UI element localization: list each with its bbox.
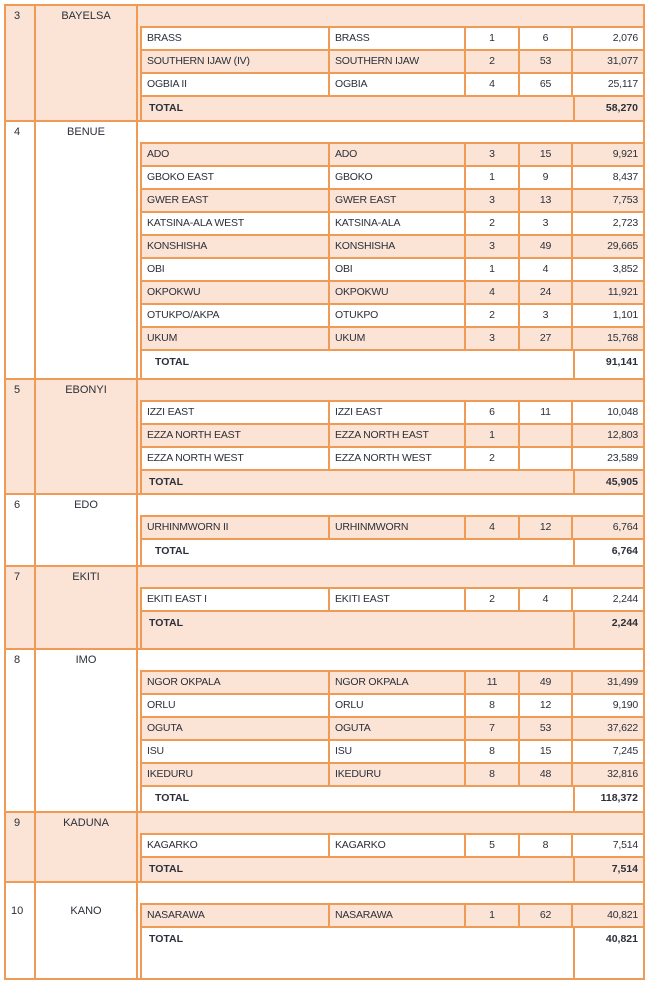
population-cell: 10,048 xyxy=(571,402,643,423)
state-name: KADUNA xyxy=(36,813,138,881)
lga-cell: KONSHISHA xyxy=(147,240,208,252)
total-row xyxy=(142,785,643,811)
total-row xyxy=(142,610,643,648)
header-strip xyxy=(138,883,643,903)
count-b-cell: 4 xyxy=(518,259,571,280)
lga-cell: KAGARKO xyxy=(147,839,198,851)
total-value: 118,372 xyxy=(573,787,643,811)
state-lga-list xyxy=(138,813,643,881)
state-number: 8 xyxy=(6,650,36,811)
population-cell: 6,764 xyxy=(571,517,643,538)
table-row xyxy=(142,515,643,538)
count-a-cell: 3 xyxy=(464,190,518,211)
table-row xyxy=(142,693,643,716)
count-b-cell: 53 xyxy=(518,718,571,739)
state-number: 6 xyxy=(6,495,36,565)
state-lga-list xyxy=(138,6,643,120)
lga-rows xyxy=(140,142,643,378)
count-a-cell: 2 xyxy=(464,51,518,72)
total-label: TOTAL xyxy=(149,102,184,114)
population-cell: 40,821 xyxy=(571,905,643,926)
table-row xyxy=(142,211,643,234)
lga-cell: NGOR OKPALA xyxy=(147,676,221,688)
count-b-cell xyxy=(518,448,571,469)
lga-cell: OKPOKWU xyxy=(147,286,201,298)
count-b-cell: 24 xyxy=(518,282,571,303)
state-number: 5 xyxy=(6,380,36,493)
lga-cell: EZZA NORTH EAST xyxy=(147,429,241,441)
state-number: 3 xyxy=(6,6,36,120)
state-block xyxy=(4,122,645,380)
state-block xyxy=(4,567,645,650)
total-label: TOTAL xyxy=(149,863,184,875)
population-cell: 2,244 xyxy=(571,589,643,610)
ward-cell: GBOKO xyxy=(328,167,464,188)
ward-cell: OTUKPO xyxy=(328,305,464,326)
count-b-cell: 3 xyxy=(518,305,571,326)
state-number: 9 xyxy=(6,813,36,881)
lga-cell: SOUTHERN IJAW (IV) xyxy=(147,55,250,67)
state-lga-list xyxy=(138,495,643,565)
ward-cell: BRASS xyxy=(328,28,464,49)
ward-cell: ISU xyxy=(328,741,464,762)
count-a-cell: 4 xyxy=(464,282,518,303)
header-strip xyxy=(138,813,643,833)
state-lga-list xyxy=(138,883,643,978)
table-row xyxy=(142,587,643,610)
table-row xyxy=(142,446,643,469)
lga-cell: KATSINA-ALA WEST xyxy=(147,217,244,229)
lga-rows xyxy=(140,587,643,648)
population-cell: 12,803 xyxy=(571,425,643,446)
count-a-cell: 3 xyxy=(464,236,518,257)
count-a-cell: 1 xyxy=(464,905,518,926)
total-value: 40,821 xyxy=(573,928,643,978)
state-name: BAYELSA xyxy=(36,6,138,120)
total-row xyxy=(142,95,643,122)
state-name: EBONYI xyxy=(36,380,138,493)
count-a-cell: 1 xyxy=(464,425,518,446)
total-value: 2,244 xyxy=(573,612,643,648)
count-b-cell: 27 xyxy=(518,328,571,349)
ward-cell: EKITI EAST xyxy=(328,589,464,610)
state-lga-list xyxy=(138,122,643,378)
state-lga-list xyxy=(138,650,643,811)
table-row xyxy=(142,400,643,423)
population-cell: 8,437 xyxy=(571,167,643,188)
lga-cell: OGBIA II xyxy=(147,78,187,90)
lga-cell: IKEDURU xyxy=(147,768,193,780)
population-cell: 31,499 xyxy=(571,672,643,693)
lga-cell: GBOKO EAST xyxy=(147,171,214,183)
state-name: KANO xyxy=(36,883,138,978)
count-b-cell: 15 xyxy=(518,741,571,762)
state-name: IMO xyxy=(36,650,138,811)
ward-cell: IKEDURU xyxy=(328,764,464,785)
state-block xyxy=(4,380,645,495)
population-cell: 23,589 xyxy=(571,448,643,469)
state-number: 10 xyxy=(6,883,36,978)
lga-rows xyxy=(140,670,643,811)
count-a-cell: 8 xyxy=(464,741,518,762)
population-cell: 2,076 xyxy=(571,28,643,49)
lga-cell: UKUM xyxy=(147,332,178,344)
table-row xyxy=(142,234,643,257)
ward-cell: ADO xyxy=(328,144,464,165)
header-strip xyxy=(138,495,643,515)
count-a-cell: 2 xyxy=(464,589,518,610)
state-name: EKITI xyxy=(36,567,138,648)
state-name: EDO xyxy=(36,495,138,565)
total-label: TOTAL xyxy=(155,792,190,804)
lga-cell: NASARAWA xyxy=(147,909,205,921)
table-row xyxy=(142,165,643,188)
count-a-cell: 7 xyxy=(464,718,518,739)
table-row xyxy=(142,716,643,739)
table-row xyxy=(142,903,643,926)
ward-cell: NGOR OKPALA xyxy=(328,672,464,693)
ward-cell: GWER EAST xyxy=(328,190,464,211)
count-a-cell: 4 xyxy=(464,74,518,95)
population-cell: 3,852 xyxy=(571,259,643,280)
population-cell: 7,753 xyxy=(571,190,643,211)
population-cell: 11,921 xyxy=(571,282,643,303)
lga-cell: GWER EAST xyxy=(147,194,209,206)
lga-cell: ORLU xyxy=(147,699,176,711)
count-a-cell: 2 xyxy=(464,305,518,326)
count-b-cell: 49 xyxy=(518,236,571,257)
state-block xyxy=(4,883,645,980)
population-cell: 25,117 xyxy=(571,74,643,95)
lga-cell: ISU xyxy=(147,745,164,757)
ward-cell: ORLU xyxy=(328,695,464,716)
header-strip xyxy=(138,6,643,26)
lga-rows xyxy=(140,400,643,493)
table-row xyxy=(142,762,643,785)
table-row xyxy=(142,188,643,211)
total-row xyxy=(142,469,643,493)
count-b-cell: 9 xyxy=(518,167,571,188)
count-a-cell: 3 xyxy=(464,144,518,165)
lga-cell: OGUTA xyxy=(147,722,183,734)
count-b-cell: 13 xyxy=(518,190,571,211)
ward-cell: UKUM xyxy=(328,328,464,349)
ward-cell: IZZI EAST xyxy=(328,402,464,423)
state-lga-list xyxy=(138,567,643,648)
count-a-cell: 3 xyxy=(464,328,518,349)
count-b-cell: 3 xyxy=(518,213,571,234)
state-name: BENUE xyxy=(36,122,138,378)
table-row xyxy=(142,257,643,280)
table-row xyxy=(142,49,643,72)
count-b-cell: 11 xyxy=(518,402,571,423)
ward-cell: KATSINA-ALA xyxy=(328,213,464,234)
lga-rows xyxy=(140,903,643,978)
ward-cell: OGUTA xyxy=(328,718,464,739)
lga-rows xyxy=(140,515,643,565)
population-cell: 7,514 xyxy=(571,835,643,856)
table-row xyxy=(142,280,643,303)
lga-cell: URHINMWORN II xyxy=(147,521,229,533)
ward-cell: SOUTHERN IJAW xyxy=(328,51,464,72)
table-row xyxy=(142,26,643,49)
total-label: TOTAL xyxy=(149,476,184,488)
count-a-cell: 8 xyxy=(464,764,518,785)
state-block xyxy=(4,495,645,567)
total-row xyxy=(142,926,643,978)
lga-cell: OBI xyxy=(147,263,165,275)
count-a-cell: 2 xyxy=(464,448,518,469)
count-a-cell: 1 xyxy=(464,259,518,280)
total-row xyxy=(142,856,643,881)
ward-cell: KONSHISHA xyxy=(328,236,464,257)
table-row xyxy=(142,833,643,856)
count-b-cell: 6 xyxy=(518,28,571,49)
population-cell: 31,077 xyxy=(571,51,643,72)
count-b-cell: 65 xyxy=(518,74,571,95)
header-strip xyxy=(138,567,643,587)
count-a-cell: 11 xyxy=(464,672,518,693)
count-b-cell: 53 xyxy=(518,51,571,72)
count-b-cell: 48 xyxy=(518,764,571,785)
population-cell: 9,921 xyxy=(571,144,643,165)
lga-cell: EKITI EAST I xyxy=(147,593,207,605)
ward-cell: OBI xyxy=(328,259,464,280)
table-row xyxy=(142,423,643,446)
count-a-cell: 2 xyxy=(464,213,518,234)
population-cell: 2,723 xyxy=(571,213,643,234)
lga-rows xyxy=(140,26,643,122)
population-cell: 37,622 xyxy=(571,718,643,739)
ward-cell: KAGARKO xyxy=(328,835,464,856)
total-label: TOTAL xyxy=(155,545,190,557)
table-row xyxy=(142,739,643,762)
count-b-cell: 62 xyxy=(518,905,571,926)
total-value: 45,905 xyxy=(573,471,643,493)
table-row xyxy=(142,303,643,326)
total-value: 91,141 xyxy=(573,351,643,378)
total-value: 7,514 xyxy=(573,858,643,881)
count-a-cell: 6 xyxy=(464,402,518,423)
state-number: 4 xyxy=(6,122,36,378)
lga-cell: IZZI EAST xyxy=(147,406,195,418)
ward-cell: NASARAWA xyxy=(328,905,464,926)
ward-cell: EZZA NORTH WEST xyxy=(328,448,464,469)
count-a-cell: 1 xyxy=(464,28,518,49)
count-b-cell: 4 xyxy=(518,589,571,610)
total-label: TOTAL xyxy=(149,617,184,629)
population-cell: 32,816 xyxy=(571,764,643,785)
count-b-cell: 12 xyxy=(518,695,571,716)
count-b-cell: 8 xyxy=(518,835,571,856)
population-cell: 1,101 xyxy=(571,305,643,326)
table-row xyxy=(142,72,643,95)
count-b-cell: 49 xyxy=(518,672,571,693)
population-cell: 9,190 xyxy=(571,695,643,716)
population-cell: 7,245 xyxy=(571,741,643,762)
ward-cell: OKPOKWU xyxy=(328,282,464,303)
state-number: 7 xyxy=(6,567,36,648)
state-block xyxy=(4,813,645,883)
lga-cell: ADO xyxy=(147,148,170,160)
header-strip xyxy=(138,650,643,670)
state-lga-list xyxy=(138,380,643,493)
table-row xyxy=(142,326,643,349)
population-cell: 29,665 xyxy=(571,236,643,257)
count-a-cell: 4 xyxy=(464,517,518,538)
lga-rows xyxy=(140,833,643,881)
state-lga-table xyxy=(4,4,645,980)
header-strip xyxy=(138,380,643,400)
total-label: TOTAL xyxy=(149,933,184,945)
count-a-cell: 8 xyxy=(464,695,518,716)
total-row xyxy=(142,349,643,378)
count-a-cell: 1 xyxy=(464,167,518,188)
total-value: 58,270 xyxy=(573,97,643,122)
table-row xyxy=(142,670,643,693)
count-b-cell: 15 xyxy=(518,144,571,165)
ward-cell: EZZA NORTH EAST xyxy=(328,425,464,446)
state-block xyxy=(4,4,645,122)
lga-cell: OTUKPO/AKPA xyxy=(147,309,220,321)
lga-cell: BRASS xyxy=(147,32,182,44)
total-value: 6,764 xyxy=(573,540,643,565)
count-b-cell: 12 xyxy=(518,517,571,538)
total-row xyxy=(142,538,643,565)
total-label: TOTAL xyxy=(155,356,190,368)
ward-cell: OGBIA xyxy=(328,74,464,95)
header-strip xyxy=(138,122,643,142)
count-b-cell xyxy=(518,425,571,446)
ward-cell: URHINMWORN xyxy=(328,517,464,538)
lga-cell: EZZA NORTH WEST xyxy=(147,452,244,464)
count-a-cell: 5 xyxy=(464,835,518,856)
population-cell: 15,768 xyxy=(571,328,643,349)
state-block xyxy=(4,650,645,813)
table-row xyxy=(142,142,643,165)
